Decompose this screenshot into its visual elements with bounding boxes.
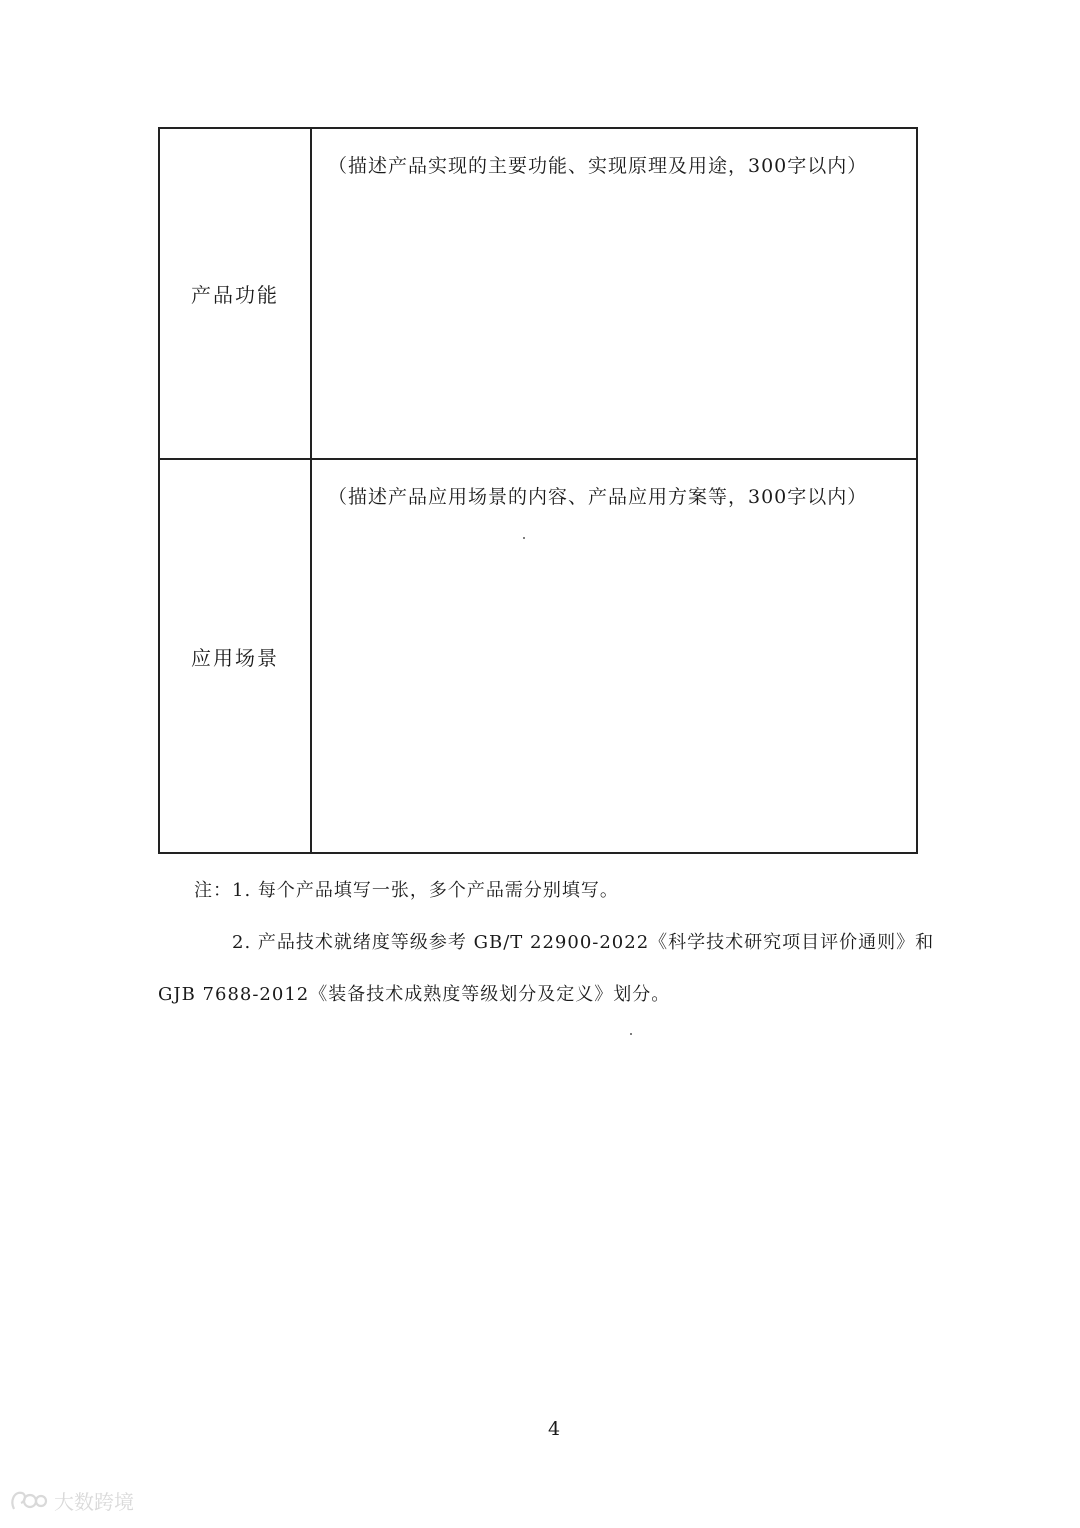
product-form-table — [158, 127, 918, 854]
hint-product-function: （描述产品实现的主要功能、实现原理及用途，300字以内） — [328, 155, 868, 177]
table-row-scenario — [160, 460, 916, 852]
note-2-line-2: GJB 7688-2012《装备技术成熟度等级划分及定义》划分。 — [158, 984, 671, 1005]
label-application-scenario: 应用场景 — [160, 460, 312, 852]
label-product-function: 产品功能 — [160, 129, 312, 458]
note-2-line-1: 2. 产品技术就绪度等级参考 GB/T 22900-2022《科学技术研究项目评价通则》和 — [232, 932, 935, 953]
table-row-function — [160, 129, 916, 460]
note-1: 注：1. 每个产品填写一张，多个产品需分别填写。 — [194, 880, 619, 901]
hint-application-scenario: （描述产品应用场景的内容、产品应用方案等，300字以内） — [328, 486, 868, 508]
scan-speck — [523, 537, 525, 539]
scan-speck — [630, 1033, 632, 1035]
field-product-function[interactable] — [312, 129, 916, 458]
watermark-text: 大数跨境 — [54, 1490, 134, 1514]
field-application-scenario[interactable] — [312, 460, 916, 852]
page-number: 4 — [548, 1418, 561, 1440]
watermark — [8, 1486, 134, 1515]
watermark-logo-icon — [8, 1487, 48, 1515]
